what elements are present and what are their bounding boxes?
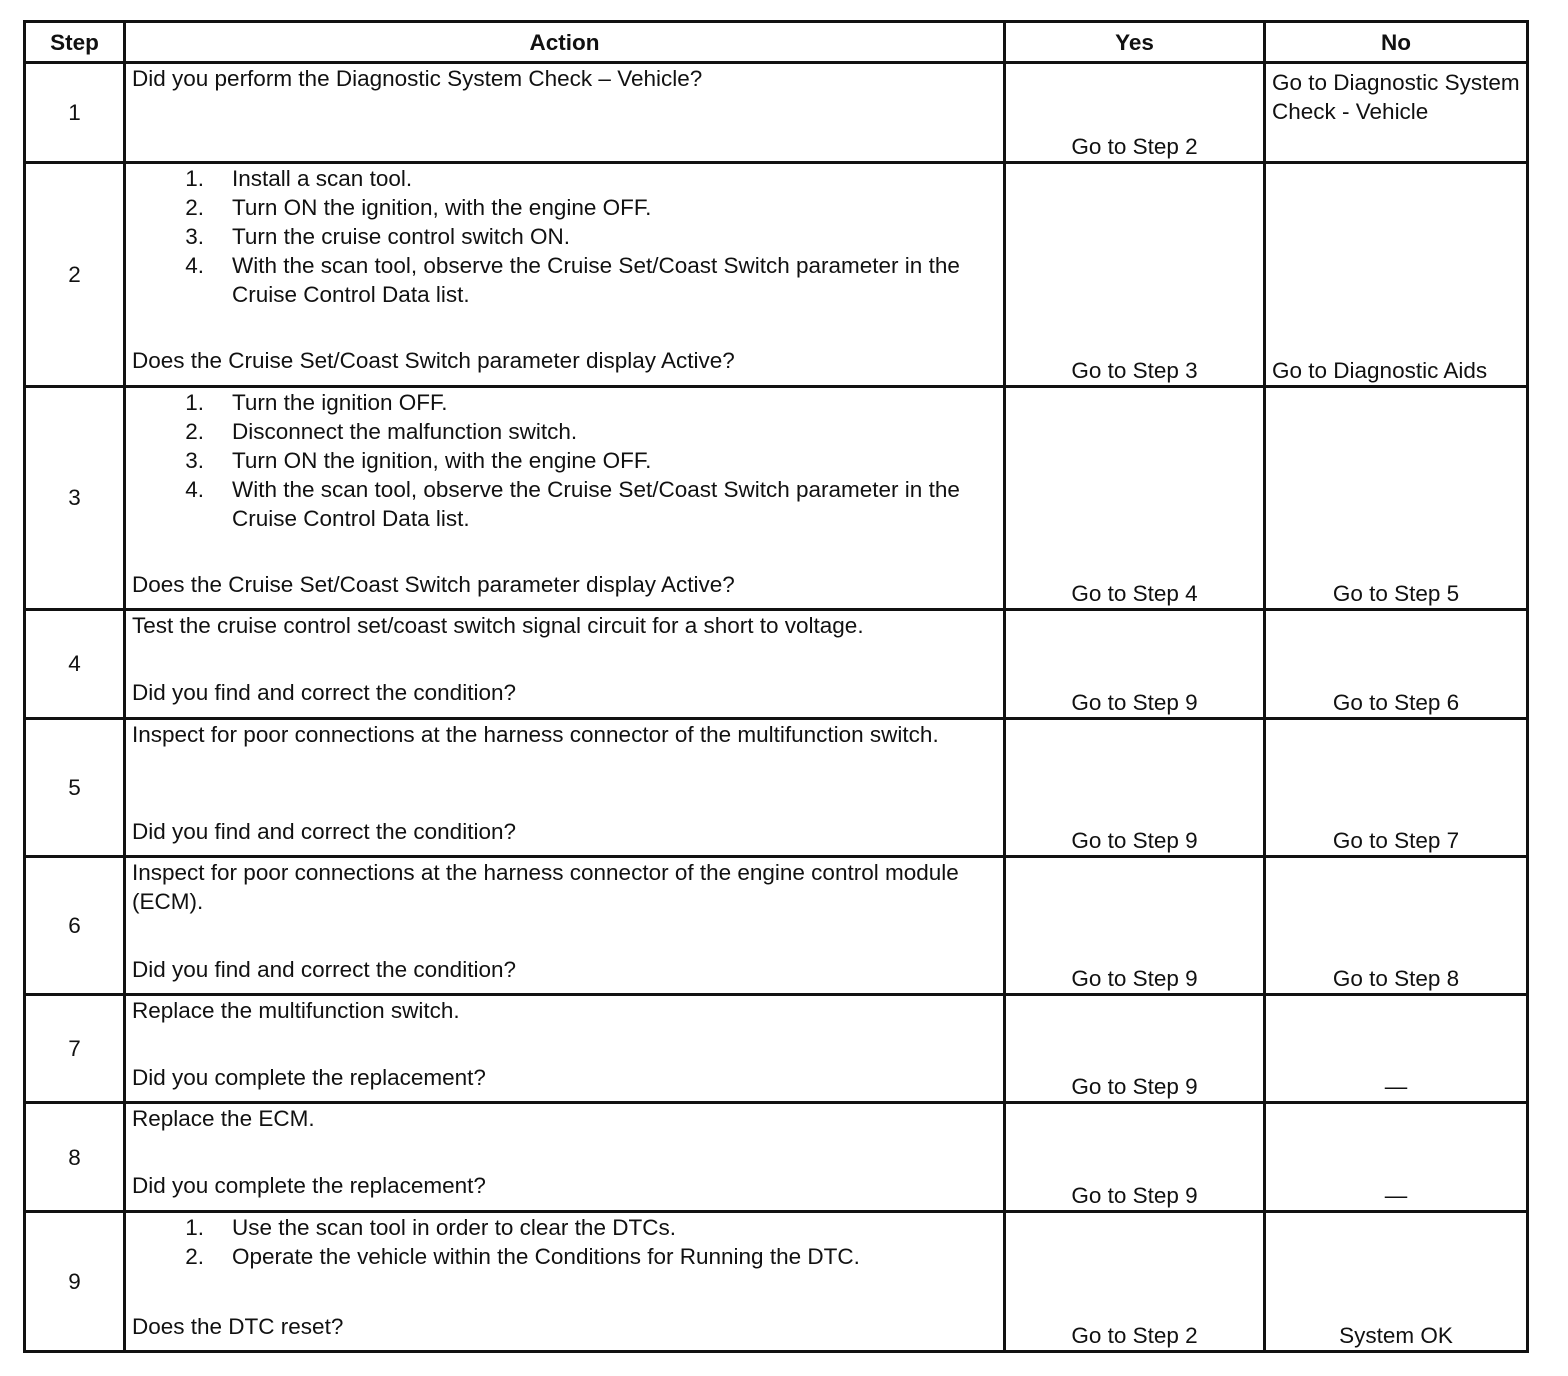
- action-cell: [125, 163, 1005, 387]
- header-yes: Yes: [1005, 22, 1265, 63]
- list-item-number: 3.: [185, 447, 204, 473]
- list-item: [132, 222, 997, 251]
- yes-result: Go to Step 9: [1005, 1103, 1265, 1211]
- action-question: Did you complete the replacement?: [132, 1173, 486, 1199]
- list-item-text: Install a scan tool.: [232, 166, 413, 192]
- action-question: Does the Cruise Set/Coast Switch parameter display Active?: [132, 571, 735, 597]
- list-item: [132, 251, 997, 309]
- list-item-number: 1.: [185, 166, 204, 192]
- action-text: Inspect for poor connections at the harness connector of the multifunction switch.: [132, 721, 939, 747]
- step-number: 2: [25, 163, 125, 387]
- action-text: Replace the multifunction switch.: [132, 998, 460, 1024]
- action-question: Did you find and correct the condition?: [132, 818, 516, 844]
- step-number: 5: [25, 718, 125, 856]
- action-cell: [125, 718, 1005, 856]
- action-cell: [125, 63, 1005, 163]
- step-number: 3: [25, 386, 125, 610]
- no-result: Go to Diagnostic Aids: [1265, 163, 1528, 387]
- table-row: [25, 63, 1528, 163]
- no-result: Go to Diagnostic System Check - Vehicle: [1265, 63, 1528, 163]
- list-item-text: Turn ON the ignition, with the engine OFF.: [232, 195, 652, 221]
- table-body: [25, 63, 1528, 1352]
- list-item: [132, 1242, 997, 1271]
- step-number: 7: [25, 995, 125, 1103]
- action-question: Does the DTC reset?: [132, 1313, 344, 1339]
- list-item-text: Turn the cruise control switch ON.: [232, 224, 571, 250]
- action-question: Does the Cruise Set/Coast Switch parameter display Active?: [132, 348, 735, 374]
- list-item: [132, 193, 997, 222]
- no-result: Go to Step 8: [1265, 856, 1528, 994]
- yes-result: Go to Step 4: [1005, 386, 1265, 610]
- action-question: Did you complete the replacement?: [132, 1065, 486, 1091]
- list-item-number: 1.: [185, 1214, 204, 1240]
- action-text: Test the cruise control set/coast switch signal circuit for a short to voltage.: [132, 613, 864, 639]
- table-row: [25, 163, 1528, 387]
- no-result: Go to Step 6: [1265, 610, 1528, 718]
- yes-result: Go to Step 3: [1005, 163, 1265, 387]
- yes-result: Go to Step 9: [1005, 610, 1265, 718]
- list-item: [132, 388, 997, 417]
- list-item-number: 2.: [185, 195, 204, 221]
- header-step: Step: [25, 22, 125, 63]
- action-text: Inspect for poor connections at the harness connector of the engine control module (ECM).: [132, 859, 959, 914]
- step-number: 6: [25, 856, 125, 994]
- table-row: [25, 718, 1528, 856]
- procedure-list: [132, 1213, 997, 1271]
- list-item-text: Disconnect the malfunction switch.: [232, 418, 578, 444]
- action-cell: [125, 1211, 1005, 1351]
- action-text: Did you perform the Diagnostic System Check – Vehicle?: [132, 66, 703, 91]
- list-item-text: With the scan tool, observe the Cruise Set/Coast Switch parameter in the Cruise Control Data list.: [232, 253, 960, 308]
- header-action: Action: [125, 22, 1005, 63]
- yes-result: Go to Step 2: [1005, 63, 1265, 163]
- list-item-number: 4.: [185, 253, 204, 279]
- list-item-number: 4.: [185, 476, 204, 502]
- action-cell: [125, 1103, 1005, 1211]
- list-item: [132, 475, 997, 533]
- action-cell: [125, 386, 1005, 610]
- list-item: [132, 446, 997, 475]
- list-item-text: Turn the ignition OFF.: [232, 389, 448, 415]
- list-item-text: With the scan tool, observe the Cruise Set/Coast Switch parameter in the Cruise Control Data list.: [232, 476, 960, 531]
- step-number: 4: [25, 610, 125, 718]
- action-question: Did you find and correct the condition?: [132, 956, 516, 982]
- no-result: Go to Step 7: [1265, 718, 1528, 856]
- no-result: —: [1265, 995, 1528, 1103]
- list-item-number: 1.: [185, 389, 204, 415]
- table-row: [25, 1103, 1528, 1211]
- diagnostic-table: [23, 20, 1529, 1353]
- no-result: System OK: [1265, 1211, 1528, 1351]
- action-cell: [125, 610, 1005, 718]
- list-item-text: Turn ON the ignition, with the engine OFF.: [232, 447, 652, 473]
- list-item: [132, 417, 997, 446]
- list-item-number: 3.: [185, 224, 204, 250]
- step-number: 9: [25, 1211, 125, 1351]
- header-row: [25, 22, 1528, 63]
- header-no: No: [1265, 22, 1528, 63]
- action-text: Replace the ECM.: [132, 1106, 315, 1132]
- procedure-list: [132, 388, 997, 533]
- list-item-number: 2.: [185, 418, 204, 444]
- table-row: [25, 386, 1528, 610]
- no-result: Go to Step 5: [1265, 386, 1528, 610]
- table-row: [25, 610, 1528, 718]
- step-number: 1: [25, 63, 125, 163]
- table-row: [25, 995, 1528, 1103]
- yes-result: Go to Step 9: [1005, 856, 1265, 994]
- list-item-text: Operate the vehicle within the Conditions for Running the DTC.: [232, 1243, 860, 1269]
- table-row: [25, 1211, 1528, 1351]
- table-row: [25, 856, 1528, 994]
- yes-result: Go to Step 9: [1005, 718, 1265, 856]
- list-item-number: 2.: [185, 1243, 204, 1269]
- action-cell: [125, 856, 1005, 994]
- list-item-text: Use the scan tool in order to clear the DTCs.: [232, 1214, 676, 1240]
- step-number: 8: [25, 1103, 125, 1211]
- action-cell: [125, 995, 1005, 1103]
- list-item: [132, 1213, 997, 1242]
- yes-result: Go to Step 2: [1005, 1211, 1265, 1351]
- procedure-list: [132, 164, 997, 309]
- list-item: [132, 164, 997, 193]
- action-question: Did you find and correct the condition?: [132, 680, 516, 706]
- no-result: —: [1265, 1103, 1528, 1211]
- yes-result: Go to Step 9: [1005, 995, 1265, 1103]
